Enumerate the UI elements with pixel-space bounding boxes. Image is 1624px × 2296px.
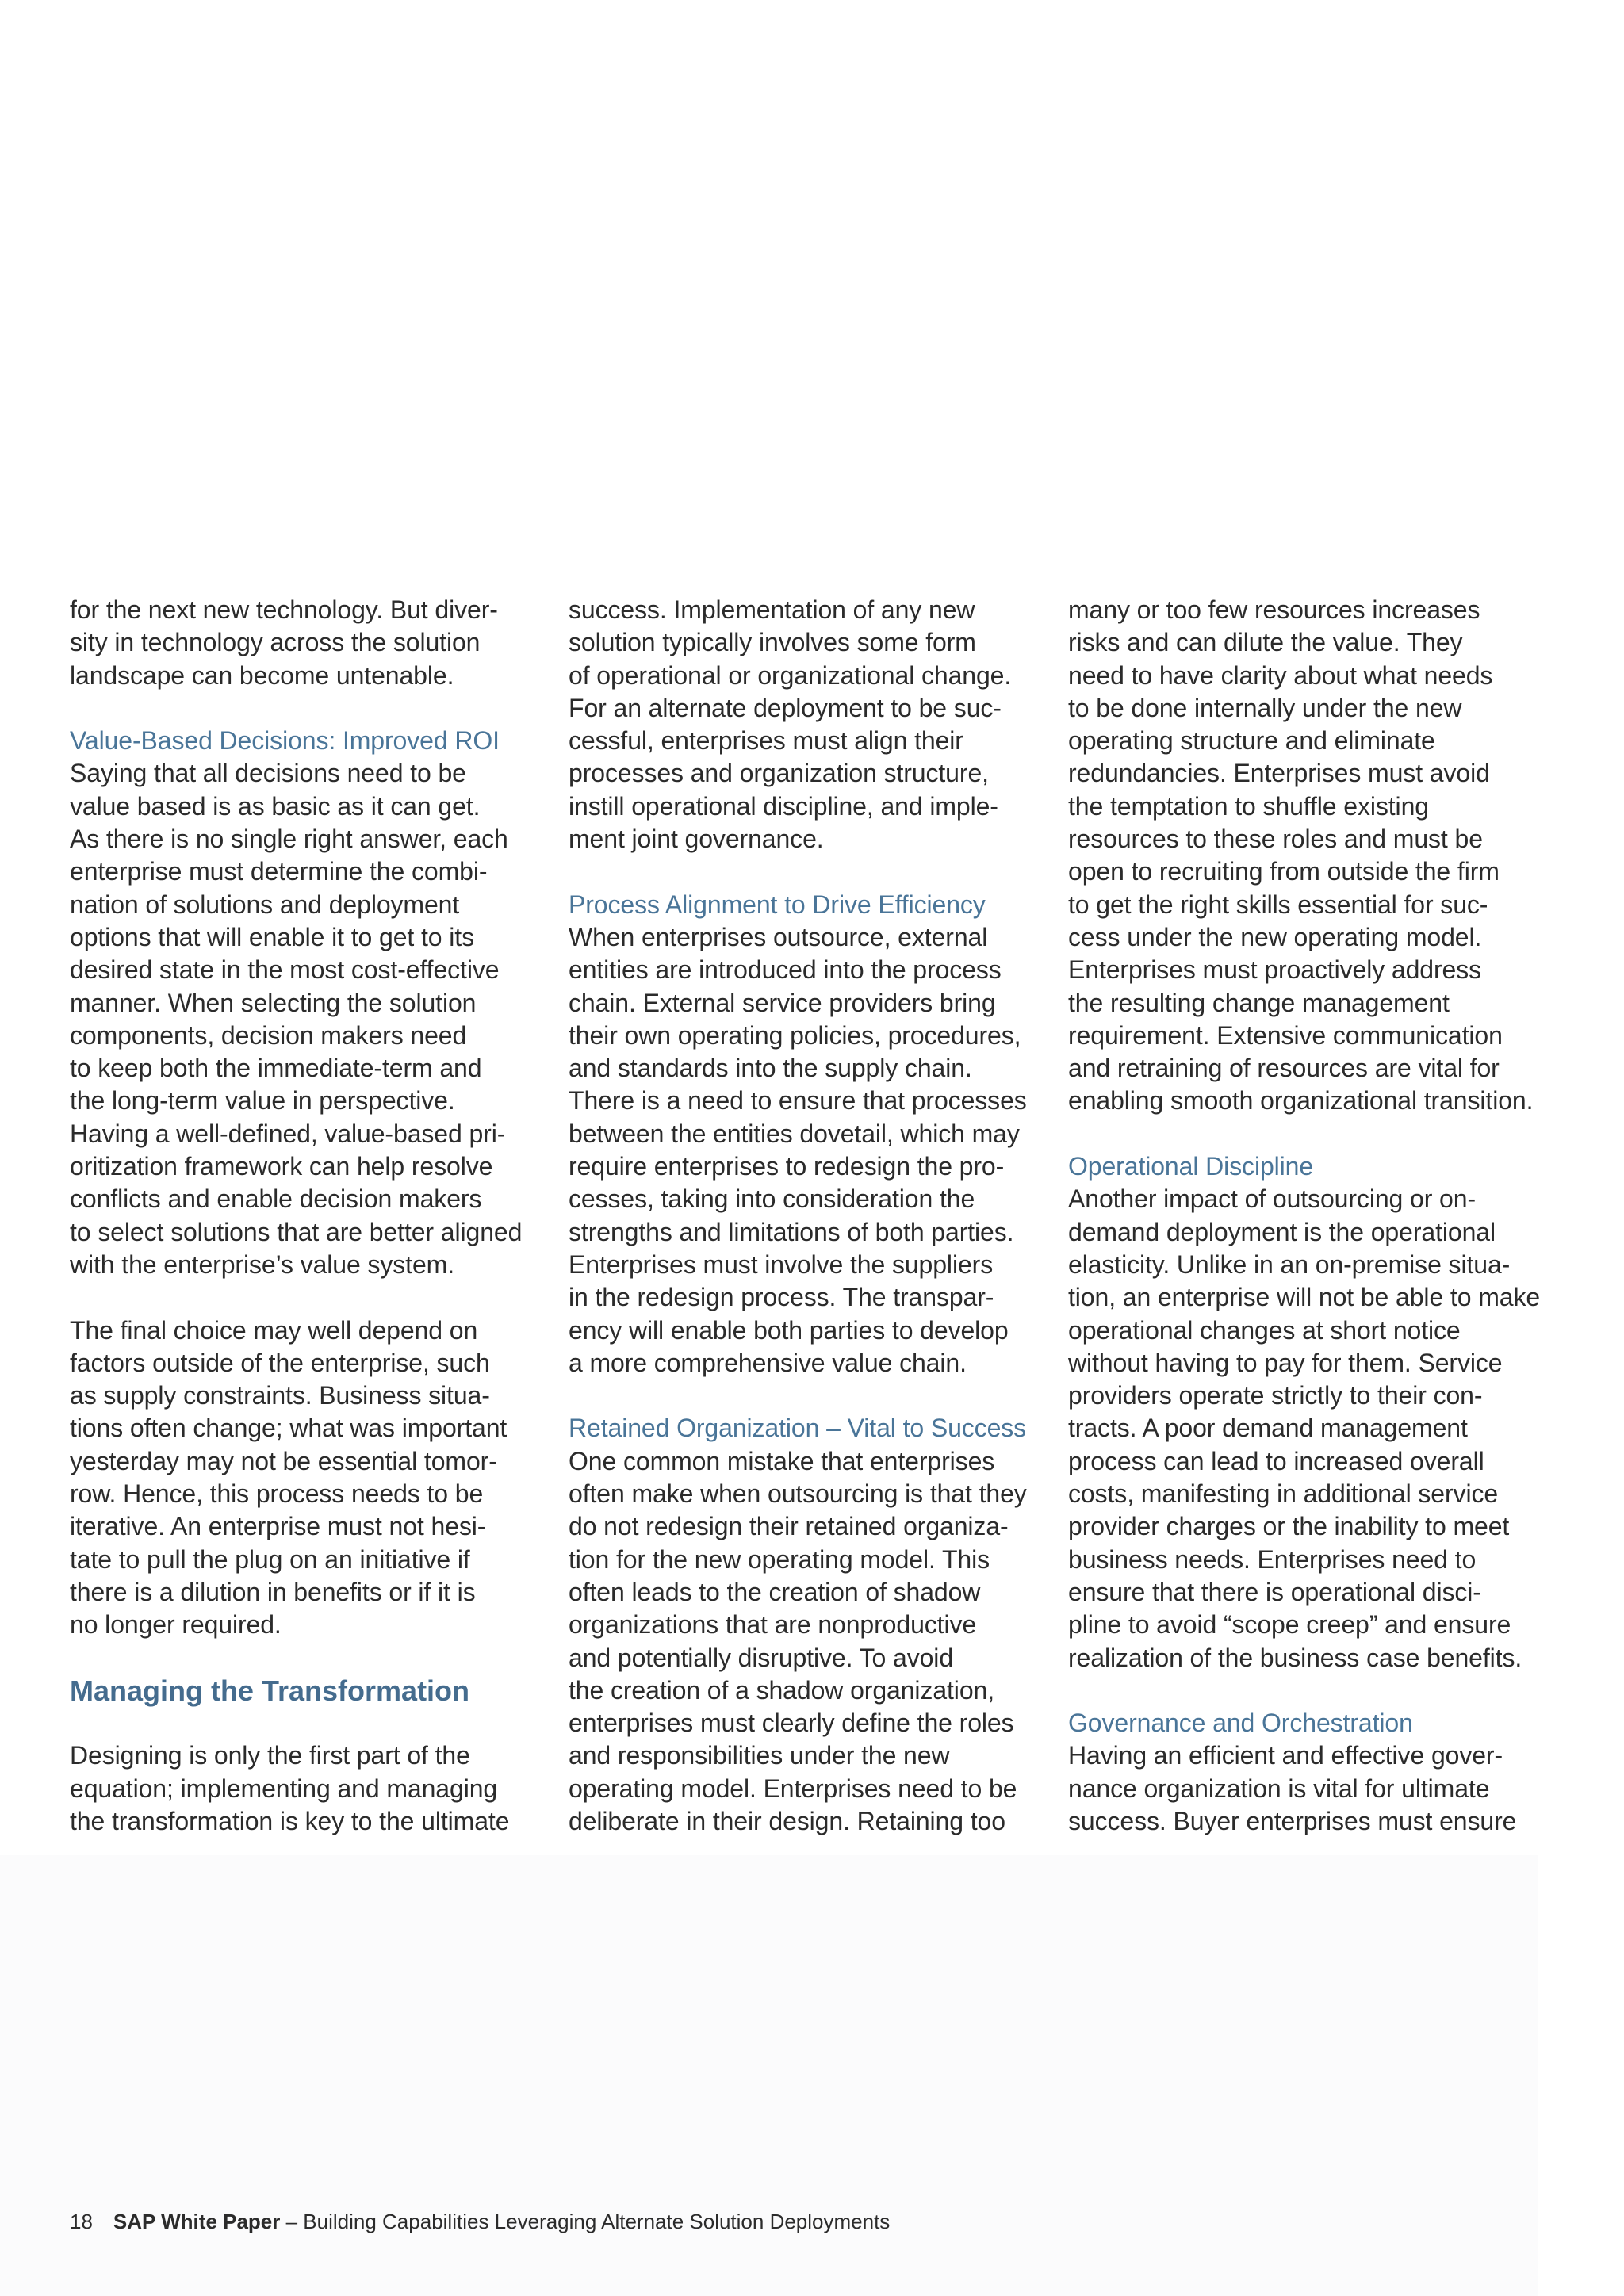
text-line: business needs. Enterprises need to	[1068, 1544, 1477, 1574]
paragraph-gap	[70, 1707, 546, 1739]
text-line: with the enterprise’s value system.	[70, 1249, 455, 1279]
text-line: row. Hence, this process needs to be	[70, 1479, 484, 1509]
text-line: oritization framework can help resolve	[70, 1152, 493, 1181]
paragraph	[70, 594, 546, 692]
text-line: entities are introduced into the process	[569, 955, 1002, 985]
text-line: enterprises must clearly define the roles	[569, 1709, 1014, 1738]
text-line: options that will enable it to get to its	[70, 922, 474, 951]
text-line: As there is no single right answer, each	[70, 825, 508, 854]
text-line: tions often change; what was important	[70, 1414, 508, 1443]
text-line: factors outside of the enterprise, such	[70, 1348, 490, 1377]
text-line: tion for the new operating model. This	[569, 1544, 990, 1574]
paragraph-gap	[70, 1281, 546, 1314]
text-line: yesterday may not be essential tomor-	[70, 1446, 497, 1475]
subheading-governance-orchestration: Governance and Orchestration	[1068, 1709, 1413, 1738]
text-line: there is a dilution in benefits or if it is	[70, 1577, 476, 1606]
text-line: enabling smooth organizational transition.	[1068, 1086, 1534, 1115]
text-line: need to have clarity about what needs	[1068, 660, 1493, 690]
text-line: chain. External service providers bring	[569, 988, 996, 1017]
text-line: to get the right skills essential for suc-	[1068, 890, 1488, 919]
text-line: tate to pull the plug on an initiative if	[70, 1544, 470, 1574]
section-heading-managing-transformation: Managing the Transformation	[70, 1674, 470, 1707]
paragraph-gap	[70, 692, 546, 725]
subheading-retained-organization: Retained Organization – Vital to Success	[569, 1414, 1027, 1443]
text-line: organizations that are nonproductive	[569, 1610, 977, 1640]
paragraph	[70, 757, 546, 1281]
text-line: components, decision makers need	[70, 1020, 467, 1050]
text-line: often make when outsourcing is that they	[569, 1479, 1027, 1509]
text-line: success. Buyer enterprises must ensure	[1068, 1806, 1517, 1835]
text-line: ency will enable both parties to develop	[569, 1315, 1009, 1345]
text-line: strengths and limitations of both parties.	[569, 1217, 1014, 1246]
text-line: ensure that there is operational disci-	[1068, 1577, 1481, 1606]
text-line: as supply constraints. Business situa-	[70, 1381, 490, 1410]
text-line: deliberate in their design. Retaining too	[569, 1806, 1005, 1835]
subheading-operational-discipline: Operational Discipline	[1068, 1152, 1314, 1181]
paragraph-gap	[569, 855, 1044, 888]
text-line: elasticity. Unlike in an on-premise situa-	[1068, 1249, 1511, 1279]
text-line: Designing is only the first part of the	[70, 1741, 470, 1770]
text-line: manner. When selecting the solution	[70, 988, 477, 1017]
text-line: a more comprehensive value chain.	[569, 1348, 967, 1377]
text-line: provider charges or the inability to meet	[1068, 1512, 1510, 1541]
text-line: to select solutions that are better aligned	[70, 1217, 523, 1246]
text-line: There is a need to ensure that processes	[569, 1086, 1027, 1115]
text-column-2	[569, 594, 1044, 1838]
text-line: Having a well-defined, value-based pri-	[70, 1119, 506, 1148]
text-line: Having an efficient and effective gover-	[1068, 1741, 1503, 1770]
text-line: tracts. A poor demand management	[1068, 1414, 1468, 1443]
text-line: many or too few resources increases	[1068, 595, 1480, 624]
text-line: success. Implementation of any new	[569, 595, 975, 624]
text-line: iterative. An enterprise must not hesi-	[70, 1512, 486, 1541]
text-line: and standards into the supply chain.	[569, 1054, 972, 1083]
text-line: the creation of a shadow organization,	[569, 1675, 994, 1705]
text-line: to keep both the immediate-term and	[70, 1054, 482, 1083]
text-line: desired state in the most cost-effective	[70, 955, 500, 985]
text-column-1	[70, 594, 546, 1838]
text-line: tion, an enterprise will not be able to make	[1068, 1283, 1541, 1312]
text-line: and retraining of resources are vital for	[1068, 1054, 1500, 1083]
text-line: risks and can dilute the value. They	[1068, 628, 1463, 657]
paragraph	[70, 1739, 546, 1838]
paragraph-gap	[1068, 1674, 1544, 1707]
text-line: process can lead to increased overall	[1068, 1446, 1484, 1475]
text-line: demand deployment is the operational	[1068, 1217, 1496, 1246]
text-line: When enterprises outsource, external	[569, 922, 988, 951]
subheading-process-alignment: Process Alignment to Drive Efficiency	[569, 890, 986, 919]
text-line: cesses, taking into consideration the	[569, 1184, 975, 1214]
text-line: to be done internally under the new	[1068, 693, 1462, 722]
text-line: conflicts and enable decision makers	[70, 1184, 482, 1214]
text-line: cess under the new operating model.	[1068, 922, 1482, 951]
text-line: Enterprises must proactively address	[1068, 955, 1482, 985]
text-line: operational changes at short notice	[1068, 1315, 1461, 1345]
page-footer	[70, 2207, 890, 2236]
paragraph	[1068, 1183, 1544, 1674]
paragraph	[70, 1314, 546, 1642]
text-line: between the entities dovetail, which may	[569, 1119, 1020, 1148]
text-line: costs, manifesting in additional service	[1068, 1479, 1499, 1509]
text-line: Saying that all decisions need to be	[70, 759, 466, 788]
text-line: Another impact of outsourcing or on-	[1068, 1184, 1477, 1214]
text-line: the resulting change management	[1068, 988, 1450, 1017]
text-line: and potentially disruptive. To avoid	[569, 1643, 954, 1672]
text-line: nation of solutions and deployment	[70, 890, 460, 919]
text-line: sity in technology across the solution	[70, 628, 481, 657]
text-line: the transformation is key to the ultimate	[70, 1806, 510, 1835]
subheading-value-based-decisions: Value-Based Decisions: Improved ROI	[70, 726, 500, 756]
text-line: of operational or organizational change.	[569, 660, 1012, 690]
text-line: redundancies. Enterprises must avoid	[1068, 759, 1490, 788]
text-line: resources to these roles and must be	[1068, 825, 1483, 854]
text-line: the temptation to shuffle existing	[1068, 791, 1429, 821]
paragraph	[1068, 1739, 1544, 1838]
text-line: enterprise must determine the combi-	[70, 857, 488, 886]
text-line: operating model. Enterprises need to be	[569, 1774, 1017, 1803]
paragraph	[569, 1445, 1044, 1839]
paragraph-gap	[1068, 1118, 1544, 1150]
text-line: ment joint governance.	[569, 825, 824, 854]
text-line: require enterprises to redesign the pro-	[569, 1152, 1005, 1181]
text-column-3	[1068, 594, 1544, 1838]
text-line: no longer required.	[70, 1610, 282, 1640]
text-line: in the redesign process. The transpar-	[569, 1283, 994, 1312]
text-line: solution typically involves some form	[569, 628, 976, 657]
page-number: 18	[70, 2210, 93, 2233]
footer-subtitle: – Building Capabilities Leveraging Alternate Solution Deployments	[280, 2210, 891, 2233]
text-line: nance organization is vital for ultimate	[1068, 1774, 1490, 1803]
text-line: for the next new technology. But diver-	[70, 595, 498, 624]
text-line: processes and organization structure,	[569, 759, 989, 788]
text-line: operating structure and eliminate	[1068, 726, 1435, 756]
text-line: requirement. Extensive communication	[1068, 1020, 1503, 1050]
text-line: often leads to the creation of shadow	[569, 1577, 981, 1606]
text-line: Enterprises must involve the suppliers	[569, 1249, 994, 1279]
text-line: value based is as basic as it can get.	[70, 791, 481, 821]
footer-brand: SAP White Paper	[113, 2210, 281, 2233]
text-line: do not redesign their retained organiza-	[569, 1512, 1009, 1541]
text-line: The final choice may well depend on	[70, 1315, 478, 1345]
text-line: their own operating policies, procedures,	[569, 1020, 1021, 1050]
paragraph	[1068, 594, 1544, 1118]
text-line: landscape can become untenable.	[70, 660, 454, 690]
text-line: the long-term value in perspective.	[70, 1086, 455, 1115]
paragraph	[569, 594, 1044, 855]
text-line: open to recruiting from outside the firm	[1068, 857, 1500, 886]
text-line: One common mistake that enterprises	[569, 1446, 995, 1475]
text-line: providers operate strictly to their con-	[1068, 1381, 1483, 1410]
paragraph-gap	[569, 1380, 1044, 1412]
paragraph	[569, 921, 1044, 1380]
text-line: realization of the business case benefits.	[1068, 1643, 1522, 1672]
text-line: without having to pay for them. Service	[1068, 1348, 1503, 1377]
text-line: and responsibilities under the new	[569, 1741, 950, 1770]
text-line: For an alternate deployment to be suc-	[569, 693, 1002, 722]
paragraph-gap	[70, 1642, 546, 1674]
text-line: equation; implementing and managing	[70, 1774, 498, 1803]
text-line: cessful, enterprises must align their	[569, 726, 963, 756]
text-line: instill operational discipline, and imple-	[569, 791, 998, 821]
text-line: pline to avoid “scope creep” and ensure	[1068, 1610, 1511, 1640]
